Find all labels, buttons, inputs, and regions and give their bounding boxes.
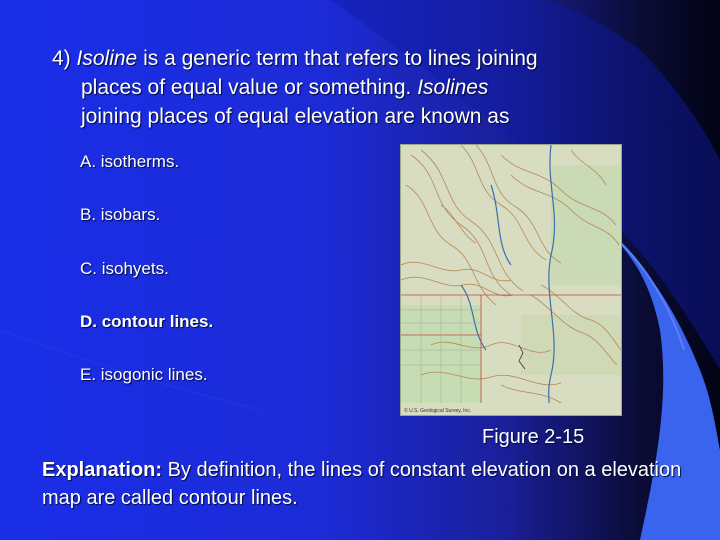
question-part2: places of equal value or something. [81,76,412,99]
question-term: Isoline [76,47,138,70]
option-b[interactable]: B. isobars. [80,205,161,224]
explanation-body: By definition, the lines of constant elevation on a elevation map are called contour lines. [42,459,682,509]
option-e[interactable]: E. isogonic lines. [80,365,208,384]
option-c[interactable]: C. isohyets. [80,259,169,278]
question-number: 4) [52,47,71,70]
question-term-plural: Isolines [417,76,489,99]
map-credit: © U.S. Geological Survey, Inc. [404,408,472,414]
explanation-text [42,456,714,512]
contour-map-illustration [401,145,621,415]
option-d[interactable]: D. contour lines. [80,312,214,331]
explanation-label: Explanation: [42,459,163,481]
topographic-map-image [400,144,622,416]
question-text [52,44,672,131]
question-part1: is a generic term that refers to lines joining [143,47,538,70]
figure-caption: Figure 2-15 [482,426,585,448]
question-part3: joining places of equal elevation are known as [81,105,510,128]
option-a[interactable]: A. isotherms. [80,152,180,171]
